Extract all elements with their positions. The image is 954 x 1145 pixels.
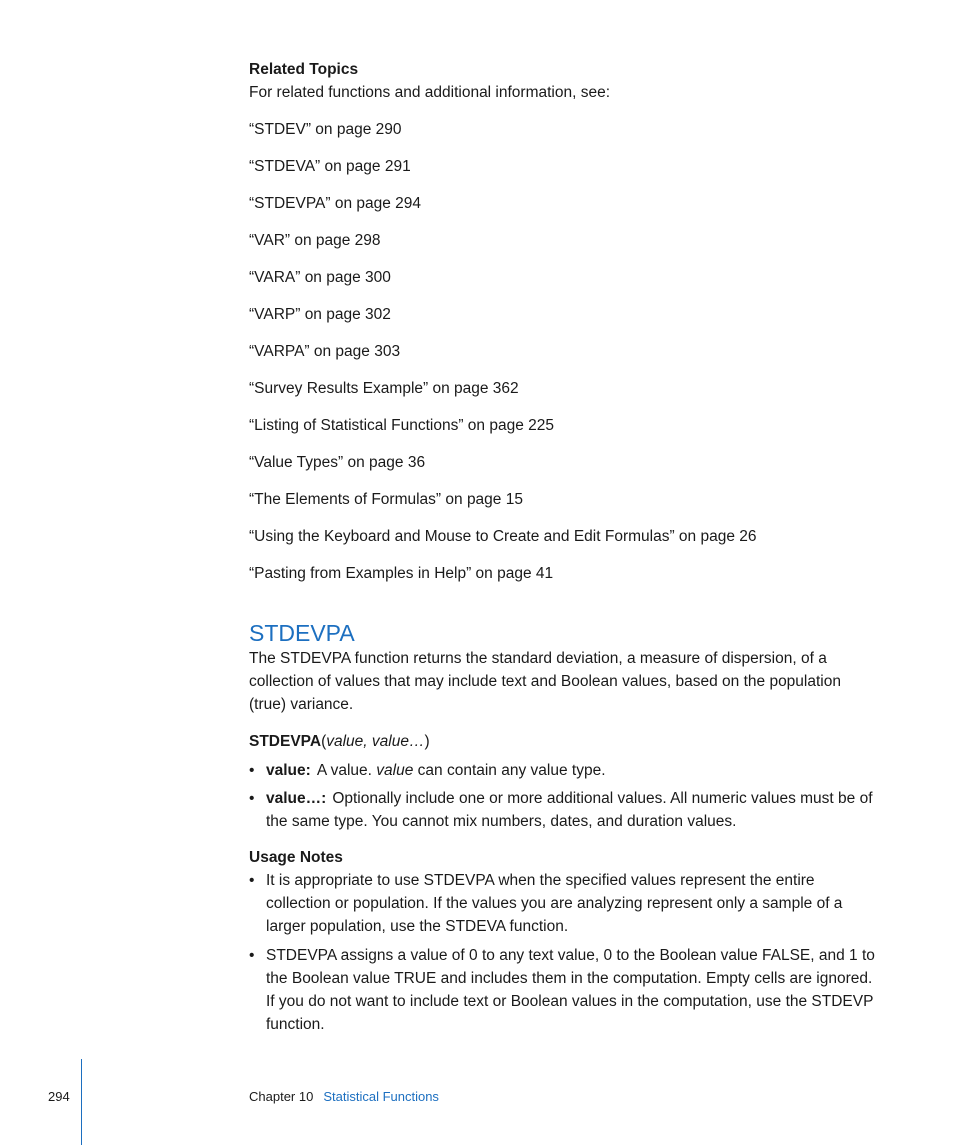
related-topics-intro: For related functions and additional information, see: [249,84,611,101]
footer-divider [81,1059,82,1145]
argument-term: value…: [266,790,327,807]
page-number: 294 [48,1089,70,1104]
argument-term: value: [266,762,311,779]
usage-note-text: It is appropriate to use STDEVPA when the specified values represent the entire collection or population. If the values you are analyzing represent only a sample of a larger population, use the STDEVA function. [266,872,843,935]
function-syntax [249,730,879,753]
page-content [249,58,879,1036]
related-topic-link[interactable]: “STDEV” on page 290 [249,121,402,138]
section-title: STDEVPA [249,620,355,646]
usage-note-item [249,944,879,1036]
related-topic-link[interactable]: “Survey Results Example” on page 362 [249,380,519,397]
related-topic-link[interactable]: “STDEVA” on page 291 [249,158,411,175]
argument-item [249,787,879,833]
related-topic-link[interactable]: “Listing of Statistical Functions” on page 225 [249,417,555,434]
syntax-close-paren: ) [424,733,430,750]
bullet-icon: • [249,762,255,779]
related-topic-link[interactable]: “VAR” on page 298 [249,232,381,249]
footer-chapter [249,1088,439,1106]
related-topics-heading: Related Topics [249,61,359,78]
related-topic-link[interactable]: “Value Types” on page 36 [249,454,426,471]
argument-emphasis: value [376,762,414,779]
related-topic-link[interactable]: “VARP” on page 302 [249,306,391,323]
argument-text: A value. [316,762,377,779]
related-topic-link[interactable]: “Using the Keyboard and Mouse to Create and Edit Formulas” on page 26 [249,528,757,545]
syntax-function-name: STDEVPA [249,733,322,750]
related-topics-list [249,118,879,585]
bullet-icon: • [249,872,255,889]
chapter-title-link[interactable]: Statistical Functions [323,1089,439,1104]
usage-note-item [249,869,879,938]
chapter-label: Chapter 10 [249,1089,314,1104]
argument-text-after: can contain any value type. [413,762,606,779]
argument-item [249,759,879,782]
related-topic-link[interactable]: “The Elements of Formulas” on page 15 [249,491,523,508]
related-topic-link[interactable]: “VARPA” on page 303 [249,343,401,360]
syntax-open-paren: ( [321,733,327,750]
related-topic-link[interactable]: “VARA” on page 300 [249,269,391,286]
syntax-arguments: value, value… [326,733,425,750]
bullet-icon: • [249,790,255,807]
usage-notes-list [249,869,879,1036]
section-description: The STDEVPA function returns the standard deviation, a measure of dispersion, of a collection of values that may include text and Boolean values, based on the population (true) variance. [249,650,841,713]
related-topic-link[interactable]: “Pasting from Examples in Help” on page 41 [249,565,554,582]
bullet-icon: • [249,947,255,964]
argument-text: Optionally include one or more additional values. All numeric values must be of the same type. You cannot mix numbers, dates, and duration values. [266,790,873,830]
usage-note-text: STDEVPA assigns a value of 0 to any text value, 0 to the Boolean value FALSE, and 1 to the Boolean value TRUE and includes them in the computation. Empty cells are ignored. If you do not want to include text or Boolean values in the computation, use the STDEVP function. [266,947,875,1033]
related-topic-link[interactable]: “STDEVPA” on page 294 [249,195,422,212]
arguments-list [249,759,879,833]
usage-notes-heading: Usage Notes [249,849,343,866]
